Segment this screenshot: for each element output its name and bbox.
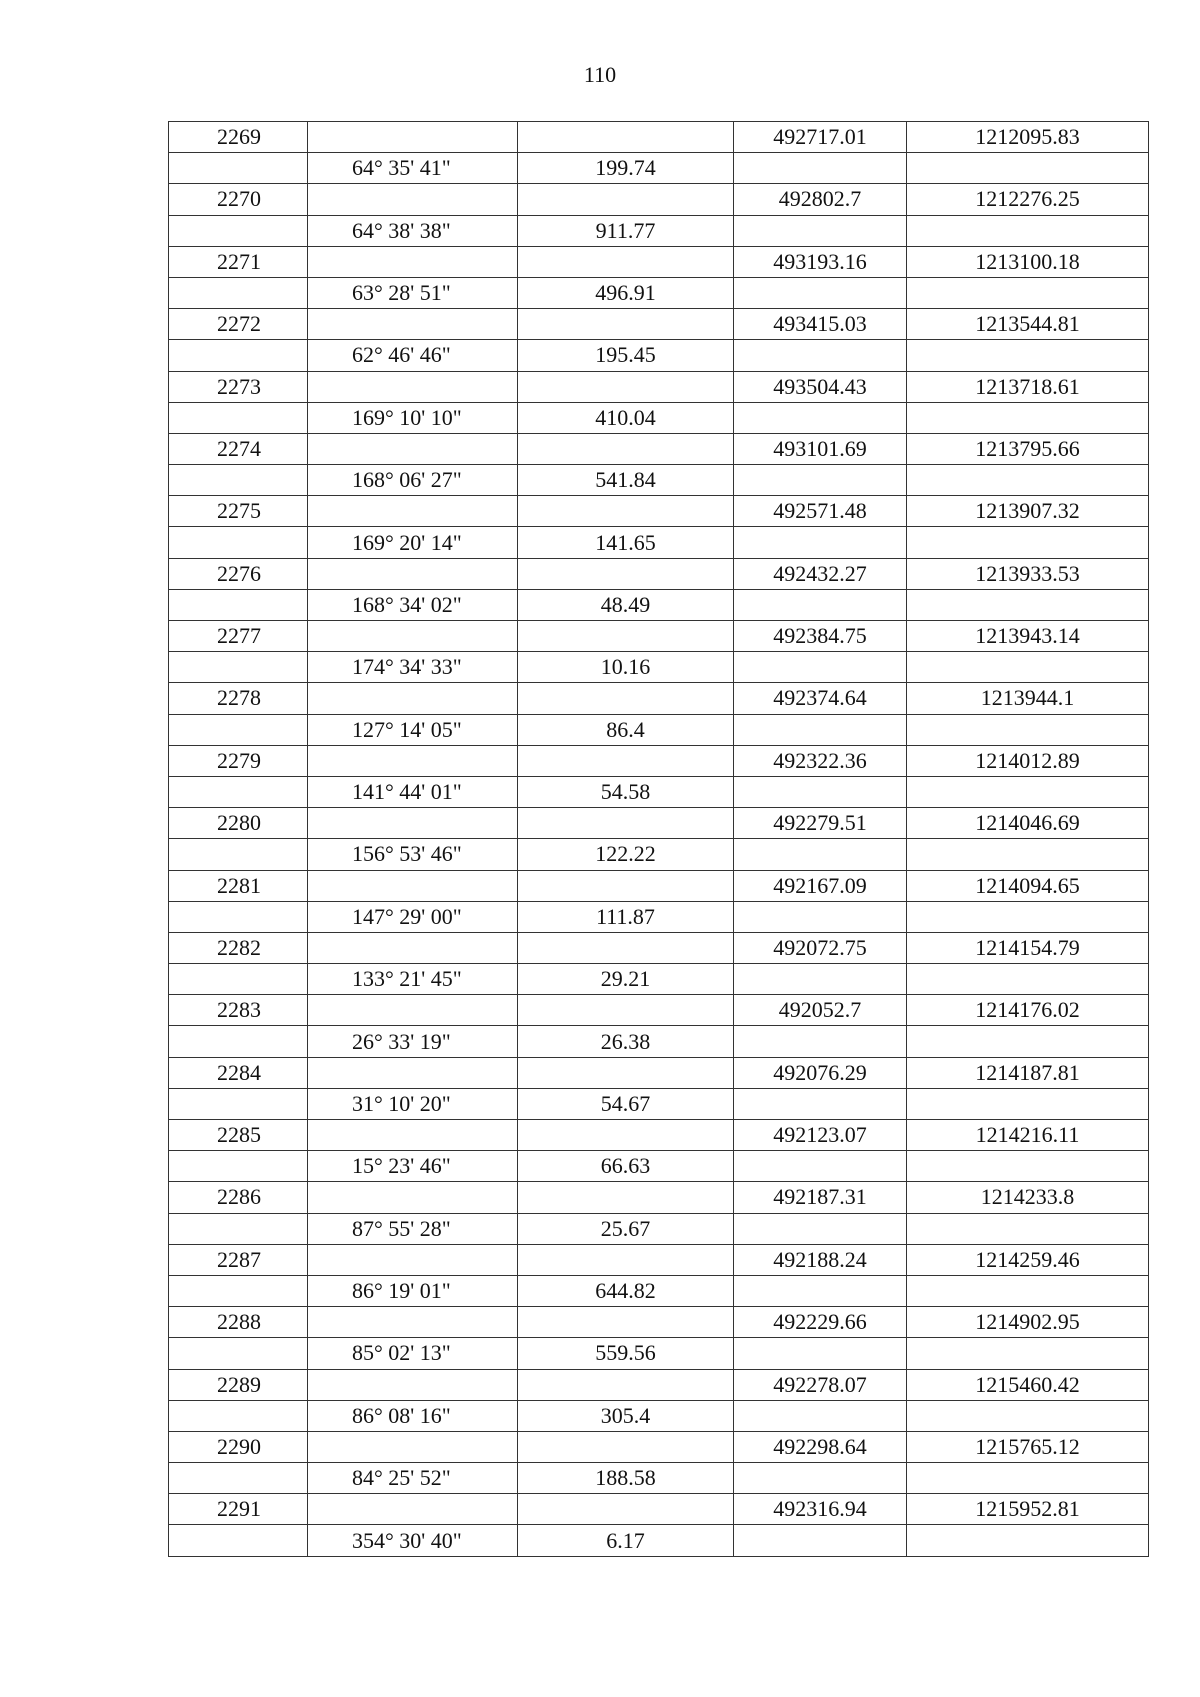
easting-cell: 1213795.66 (907, 433, 1149, 464)
easting-cell (907, 1400, 1149, 1431)
distance-cell: 54.58 (518, 776, 734, 807)
station-cell: 2277 (169, 621, 308, 652)
distance-cell (518, 1244, 734, 1275)
table-row (169, 527, 1149, 558)
bearing-cell (308, 433, 518, 464)
easting-cell: 1214176.02 (907, 995, 1149, 1026)
bearing-cell: 87° 55' 28" (308, 1213, 518, 1244)
station-cell (169, 215, 308, 246)
table-row (169, 932, 1149, 963)
bearing-cell: 169° 10' 10" (308, 402, 518, 433)
distance-cell (518, 1182, 734, 1213)
station-cell: 2283 (169, 995, 308, 1026)
table-row (169, 309, 1149, 340)
page-number: 110 (583, 62, 617, 87)
easting-cell: 1214187.81 (907, 1057, 1149, 1088)
northing-cell (734, 839, 907, 870)
easting-cell: 1214259.46 (907, 1244, 1149, 1275)
northing-cell (734, 402, 907, 433)
distance-cell: 122.22 (518, 839, 734, 870)
northing-cell: 493193.16 (734, 246, 907, 277)
bearing-cell (308, 621, 518, 652)
station-cell: 2288 (169, 1307, 308, 1338)
station-cell: 2287 (169, 1244, 308, 1275)
station-cell: 2276 (169, 558, 308, 589)
table-row (169, 1463, 1149, 1494)
northing-cell (734, 652, 907, 683)
table-row (169, 1213, 1149, 1244)
easting-cell: 1213907.32 (907, 496, 1149, 527)
bearing-cell: 64° 38' 38" (308, 215, 518, 246)
table-row (169, 1151, 1149, 1182)
distance-cell (518, 558, 734, 589)
bearing-cell: 133° 21' 45" (308, 964, 518, 995)
bearing-cell (308, 1244, 518, 1275)
distance-cell (518, 433, 734, 464)
table-row (169, 371, 1149, 402)
easting-cell (907, 1275, 1149, 1306)
distance-cell (518, 1120, 734, 1151)
distance-cell: 54.67 (518, 1088, 734, 1119)
northing-cell (734, 714, 907, 745)
distance-cell: 66.63 (518, 1151, 734, 1182)
table-row (169, 995, 1149, 1026)
table-row (169, 1244, 1149, 1275)
station-cell (169, 1151, 308, 1182)
table-row (169, 1431, 1149, 1462)
station-cell: 2270 (169, 184, 308, 215)
distance-cell (518, 870, 734, 901)
northing-cell (734, 1088, 907, 1119)
station-cell (169, 901, 308, 932)
station-cell (169, 964, 308, 995)
bearing-cell: 84° 25' 52" (308, 1463, 518, 1494)
bearing-cell: 62° 46' 46" (308, 340, 518, 371)
distance-cell (518, 1494, 734, 1525)
easting-cell: 1213718.61 (907, 371, 1149, 402)
station-cell (169, 277, 308, 308)
table-row (169, 714, 1149, 745)
easting-cell (907, 1151, 1149, 1182)
station-cell: 2284 (169, 1057, 308, 1088)
northing-cell: 492384.75 (734, 621, 907, 652)
table-row (169, 496, 1149, 527)
station-cell (169, 1275, 308, 1306)
easting-cell (907, 1463, 1149, 1494)
distance-cell (518, 745, 734, 776)
station-cell (169, 1525, 308, 1556)
bearing-cell: 31° 10' 20" (308, 1088, 518, 1119)
northing-cell: 492076.29 (734, 1057, 907, 1088)
distance-cell (518, 932, 734, 963)
northing-cell: 492229.66 (734, 1307, 907, 1338)
easting-cell: 1214094.65 (907, 870, 1149, 901)
northing-cell (734, 465, 907, 496)
northing-cell (734, 277, 907, 308)
station-cell: 2278 (169, 683, 308, 714)
bearing-cell: 26° 33' 19" (308, 1026, 518, 1057)
bearing-cell (308, 496, 518, 527)
table-row (169, 1338, 1149, 1369)
northing-cell: 492374.64 (734, 683, 907, 714)
bearing-cell (308, 932, 518, 963)
distance-cell (518, 995, 734, 1026)
easting-cell: 1212095.83 (907, 122, 1149, 153)
table-row (169, 1120, 1149, 1151)
distance-cell: 188.58 (518, 1463, 734, 1494)
distance-cell: 25.67 (518, 1213, 734, 1244)
bearing-cell (308, 309, 518, 340)
northing-cell (734, 901, 907, 932)
table-row (169, 808, 1149, 839)
northing-cell: 492188.24 (734, 1244, 907, 1275)
coordinate-table (168, 121, 1149, 1557)
easting-cell (907, 1088, 1149, 1119)
distance-cell: 305.4 (518, 1400, 734, 1431)
station-cell: 2272 (169, 309, 308, 340)
station-cell (169, 465, 308, 496)
distance-cell: 48.49 (518, 589, 734, 620)
table-row (169, 1088, 1149, 1119)
northing-cell: 492322.36 (734, 745, 907, 776)
distance-cell: 111.87 (518, 901, 734, 932)
distance-cell (518, 496, 734, 527)
distance-cell: 10.16 (518, 652, 734, 683)
northing-cell: 492298.64 (734, 1431, 907, 1462)
bearing-cell: 85° 02' 13" (308, 1338, 518, 1369)
easting-cell (907, 901, 1149, 932)
northing-cell: 493504.43 (734, 371, 907, 402)
table-row (169, 246, 1149, 277)
bearing-cell: 141° 44' 01" (308, 776, 518, 807)
distance-cell (518, 246, 734, 277)
station-cell: 2282 (169, 932, 308, 963)
easting-cell (907, 776, 1149, 807)
northing-cell: 492717.01 (734, 122, 907, 153)
table-row (169, 1400, 1149, 1431)
northing-cell (734, 527, 907, 558)
bearing-cell (308, 122, 518, 153)
table-row (169, 1026, 1149, 1057)
distance-cell (518, 1431, 734, 1462)
bearing-cell (308, 1307, 518, 1338)
bearing-cell: 86° 08' 16" (308, 1400, 518, 1431)
station-cell (169, 1400, 308, 1431)
easting-cell (907, 402, 1149, 433)
station-cell: 2275 (169, 496, 308, 527)
easting-cell (907, 589, 1149, 620)
station-cell (169, 1338, 308, 1369)
station-cell: 2280 (169, 808, 308, 839)
bearing-cell (308, 1182, 518, 1213)
northing-cell: 492072.75 (734, 932, 907, 963)
easting-cell: 1213943.14 (907, 621, 1149, 652)
table-row (169, 870, 1149, 901)
distance-cell (518, 309, 734, 340)
distance-cell (518, 1369, 734, 1400)
table-row (169, 433, 1149, 464)
northing-cell (734, 340, 907, 371)
station-cell (169, 1088, 308, 1119)
distance-cell: 199.74 (518, 153, 734, 184)
distance-cell: 86.4 (518, 714, 734, 745)
distance-cell: 559.56 (518, 1338, 734, 1369)
northing-cell (734, 589, 907, 620)
northing-cell: 492278.07 (734, 1369, 907, 1400)
table-row (169, 1182, 1149, 1213)
easting-cell: 1213933.53 (907, 558, 1149, 589)
easting-cell: 1215460.42 (907, 1369, 1149, 1400)
table-row (169, 184, 1149, 215)
distance-cell: 141.65 (518, 527, 734, 558)
easting-cell (907, 153, 1149, 184)
table-row (169, 1307, 1149, 1338)
station-cell (169, 652, 308, 683)
table-row (169, 340, 1149, 371)
distance-cell: 911.77 (518, 215, 734, 246)
easting-cell (907, 340, 1149, 371)
easting-cell: 1214012.89 (907, 745, 1149, 776)
easting-cell: 1215765.12 (907, 1431, 1149, 1462)
station-cell: 2269 (169, 122, 308, 153)
easting-cell (907, 1026, 1149, 1057)
table-row (169, 1057, 1149, 1088)
table-row (169, 122, 1149, 153)
northing-cell: 492123.07 (734, 1120, 907, 1151)
bearing-cell: 174° 34' 33" (308, 652, 518, 683)
bearing-cell (308, 683, 518, 714)
distance-cell: 644.82 (518, 1275, 734, 1306)
station-cell (169, 1463, 308, 1494)
station-cell (169, 340, 308, 371)
station-cell: 2285 (169, 1120, 308, 1151)
bearing-cell: 168° 34' 02" (308, 589, 518, 620)
station-cell (169, 153, 308, 184)
distance-cell: 410.04 (518, 402, 734, 433)
bearing-cell: 168° 06' 27" (308, 465, 518, 496)
station-cell (169, 839, 308, 870)
northing-cell: 492052.7 (734, 995, 907, 1026)
table-body (169, 122, 1149, 1557)
station-cell (169, 1213, 308, 1244)
station-cell: 2271 (169, 246, 308, 277)
station-cell: 2279 (169, 745, 308, 776)
easting-cell (907, 1213, 1149, 1244)
northing-cell: 492187.31 (734, 1182, 907, 1213)
station-cell: 2286 (169, 1182, 308, 1213)
table-row (169, 621, 1149, 652)
bearing-cell: 147° 29' 00" (308, 901, 518, 932)
easting-cell: 1213544.81 (907, 309, 1149, 340)
northing-cell (734, 153, 907, 184)
distance-cell (518, 371, 734, 402)
table-row (169, 745, 1149, 776)
station-cell: 2273 (169, 371, 308, 402)
bearing-cell: 156° 53' 46" (308, 839, 518, 870)
table-row (169, 683, 1149, 714)
station-cell: 2289 (169, 1369, 308, 1400)
easting-cell: 1214154.79 (907, 932, 1149, 963)
easting-cell: 1215952.81 (907, 1494, 1149, 1525)
bearing-cell: 354° 30' 40" (308, 1525, 518, 1556)
easting-cell (907, 215, 1149, 246)
northing-cell (734, 1400, 907, 1431)
distance-cell: 496.91 (518, 277, 734, 308)
distance-cell (518, 122, 734, 153)
bearing-cell (308, 1431, 518, 1462)
station-cell: 2281 (169, 870, 308, 901)
table-row (169, 589, 1149, 620)
distance-cell: 29.21 (518, 964, 734, 995)
easting-cell (907, 964, 1149, 995)
table-row (169, 465, 1149, 496)
easting-cell (907, 714, 1149, 745)
table-row (169, 153, 1149, 184)
bearing-cell: 169° 20' 14" (308, 527, 518, 558)
northing-cell (734, 1275, 907, 1306)
bearing-cell (308, 558, 518, 589)
northing-cell: 493101.69 (734, 433, 907, 464)
station-cell (169, 1026, 308, 1057)
northing-cell: 492167.09 (734, 870, 907, 901)
easting-cell: 1214233.8 (907, 1182, 1149, 1213)
easting-cell: 1214216.11 (907, 1120, 1149, 1151)
distance-cell (518, 184, 734, 215)
bearing-cell: 64° 35' 41" (308, 153, 518, 184)
northing-cell: 492802.7 (734, 184, 907, 215)
bearing-cell (308, 808, 518, 839)
station-cell (169, 527, 308, 558)
bearing-cell: 127° 14' 05" (308, 714, 518, 745)
table-row (169, 964, 1149, 995)
distance-cell (518, 621, 734, 652)
northing-cell (734, 1026, 907, 1057)
northing-cell (734, 1213, 907, 1244)
table-row (169, 1525, 1149, 1556)
northing-cell: 492279.51 (734, 808, 907, 839)
station-cell (169, 776, 308, 807)
station-cell: 2274 (169, 433, 308, 464)
easting-cell (907, 1338, 1149, 1369)
station-cell (169, 714, 308, 745)
distance-cell (518, 683, 734, 714)
distance-cell (518, 1307, 734, 1338)
table-row (169, 1494, 1149, 1525)
table-row (169, 901, 1149, 932)
bearing-cell (308, 1494, 518, 1525)
table-row (169, 558, 1149, 589)
northing-cell (734, 1151, 907, 1182)
distance-cell: 6.17 (518, 1525, 734, 1556)
bearing-cell: 15° 23' 46" (308, 1151, 518, 1182)
table-row (169, 215, 1149, 246)
station-cell: 2290 (169, 1431, 308, 1462)
table-row (169, 839, 1149, 870)
table-row (169, 652, 1149, 683)
distance-cell: 541.84 (518, 465, 734, 496)
bearing-cell (308, 246, 518, 277)
distance-cell: 26.38 (518, 1026, 734, 1057)
easting-cell: 1213944.1 (907, 683, 1149, 714)
station-cell (169, 589, 308, 620)
easting-cell: 1214902.95 (907, 1307, 1149, 1338)
northing-cell: 492571.48 (734, 496, 907, 527)
distance-cell (518, 1057, 734, 1088)
easting-cell (907, 527, 1149, 558)
bearing-cell (308, 1057, 518, 1088)
easting-cell: 1214046.69 (907, 808, 1149, 839)
bearing-cell: 86° 19' 01" (308, 1275, 518, 1306)
table-row (169, 1369, 1149, 1400)
table-row (169, 1275, 1149, 1306)
northing-cell (734, 215, 907, 246)
bearing-cell (308, 184, 518, 215)
distance-cell (518, 808, 734, 839)
bearing-cell (308, 1369, 518, 1400)
station-cell: 2291 (169, 1494, 308, 1525)
table-row (169, 402, 1149, 433)
easting-cell (907, 1525, 1149, 1556)
northing-cell (734, 1525, 907, 1556)
easting-cell (907, 277, 1149, 308)
bearing-cell (308, 870, 518, 901)
northing-cell: 492432.27 (734, 558, 907, 589)
northing-cell (734, 1338, 907, 1369)
northing-cell (734, 776, 907, 807)
distance-cell: 195.45 (518, 340, 734, 371)
easting-cell: 1213100.18 (907, 246, 1149, 277)
easting-cell: 1212276.25 (907, 184, 1149, 215)
table-row (169, 277, 1149, 308)
northing-cell (734, 1463, 907, 1494)
table-row (169, 776, 1149, 807)
easting-cell (907, 465, 1149, 496)
bearing-cell (308, 371, 518, 402)
easting-cell (907, 839, 1149, 870)
bearing-cell: 63° 28' 51" (308, 277, 518, 308)
easting-cell (907, 652, 1149, 683)
bearing-cell (308, 995, 518, 1026)
bearing-cell (308, 745, 518, 776)
northing-cell: 492316.94 (734, 1494, 907, 1525)
northing-cell (734, 964, 907, 995)
northing-cell: 493415.03 (734, 309, 907, 340)
bearing-cell (308, 1120, 518, 1151)
station-cell (169, 402, 308, 433)
